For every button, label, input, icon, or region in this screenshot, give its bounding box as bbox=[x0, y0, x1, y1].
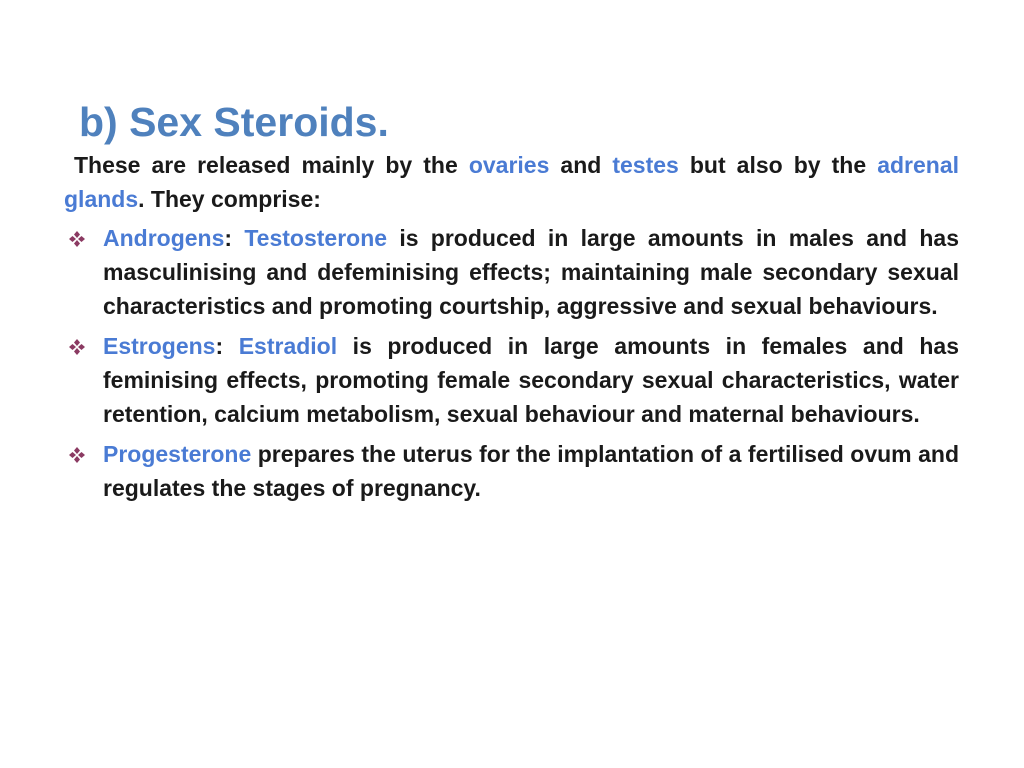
four-diamond-bullet-icon bbox=[68, 338, 86, 356]
androgens-separator: : bbox=[224, 225, 245, 251]
intro-text-2: and bbox=[549, 152, 613, 178]
androgens-term: Androgens bbox=[103, 225, 225, 251]
testes-term: testes bbox=[612, 152, 679, 178]
progesterone-term: Progesterone bbox=[103, 441, 252, 467]
slide-body bbox=[64, 148, 959, 511]
bullet-item-androgens bbox=[64, 221, 959, 323]
estrogens-description: is produced in large amounts in females and has feminising effects, promoting female secondary sexual characteristics, water retention, calcium metabolism, sexual behaviour and maternal behaviours. bbox=[103, 333, 959, 427]
intro-paragraph bbox=[64, 148, 959, 216]
bullet-item-estrogens bbox=[64, 329, 959, 431]
estradiol-term: Estradiol bbox=[238, 333, 338, 359]
progesterone-description: prepares the uterus for the implantation of a fertilised ovum and regulates the stages of pregnancy. bbox=[103, 441, 959, 501]
four-diamond-bullet-icon bbox=[68, 446, 86, 464]
estrogens-term: Estrogens bbox=[103, 333, 216, 359]
slide-title: b) Sex Steroids. bbox=[79, 99, 389, 145]
adrenal-glands-term: adrenal glands bbox=[64, 152, 960, 212]
intro-text-3: but also by the bbox=[678, 152, 878, 178]
testosterone-term: Testosterone bbox=[244, 225, 388, 251]
bullet-list bbox=[64, 221, 959, 505]
estrogens-separator: : bbox=[215, 333, 239, 359]
intro-text-4: . They comprise: bbox=[138, 186, 321, 212]
intro-text-1: These are released mainly by the bbox=[74, 152, 469, 178]
ovaries-term: ovaries bbox=[468, 152, 550, 178]
four-diamond-bullet-icon bbox=[68, 230, 86, 248]
bullet-item-progesterone bbox=[64, 437, 959, 505]
androgens-description: is produced in large amounts in males and has masculinising and defeminising effects; maintaining male secondary sexual characteristics and promoting courtship, aggressive and sexual behaviours. bbox=[103, 225, 959, 319]
